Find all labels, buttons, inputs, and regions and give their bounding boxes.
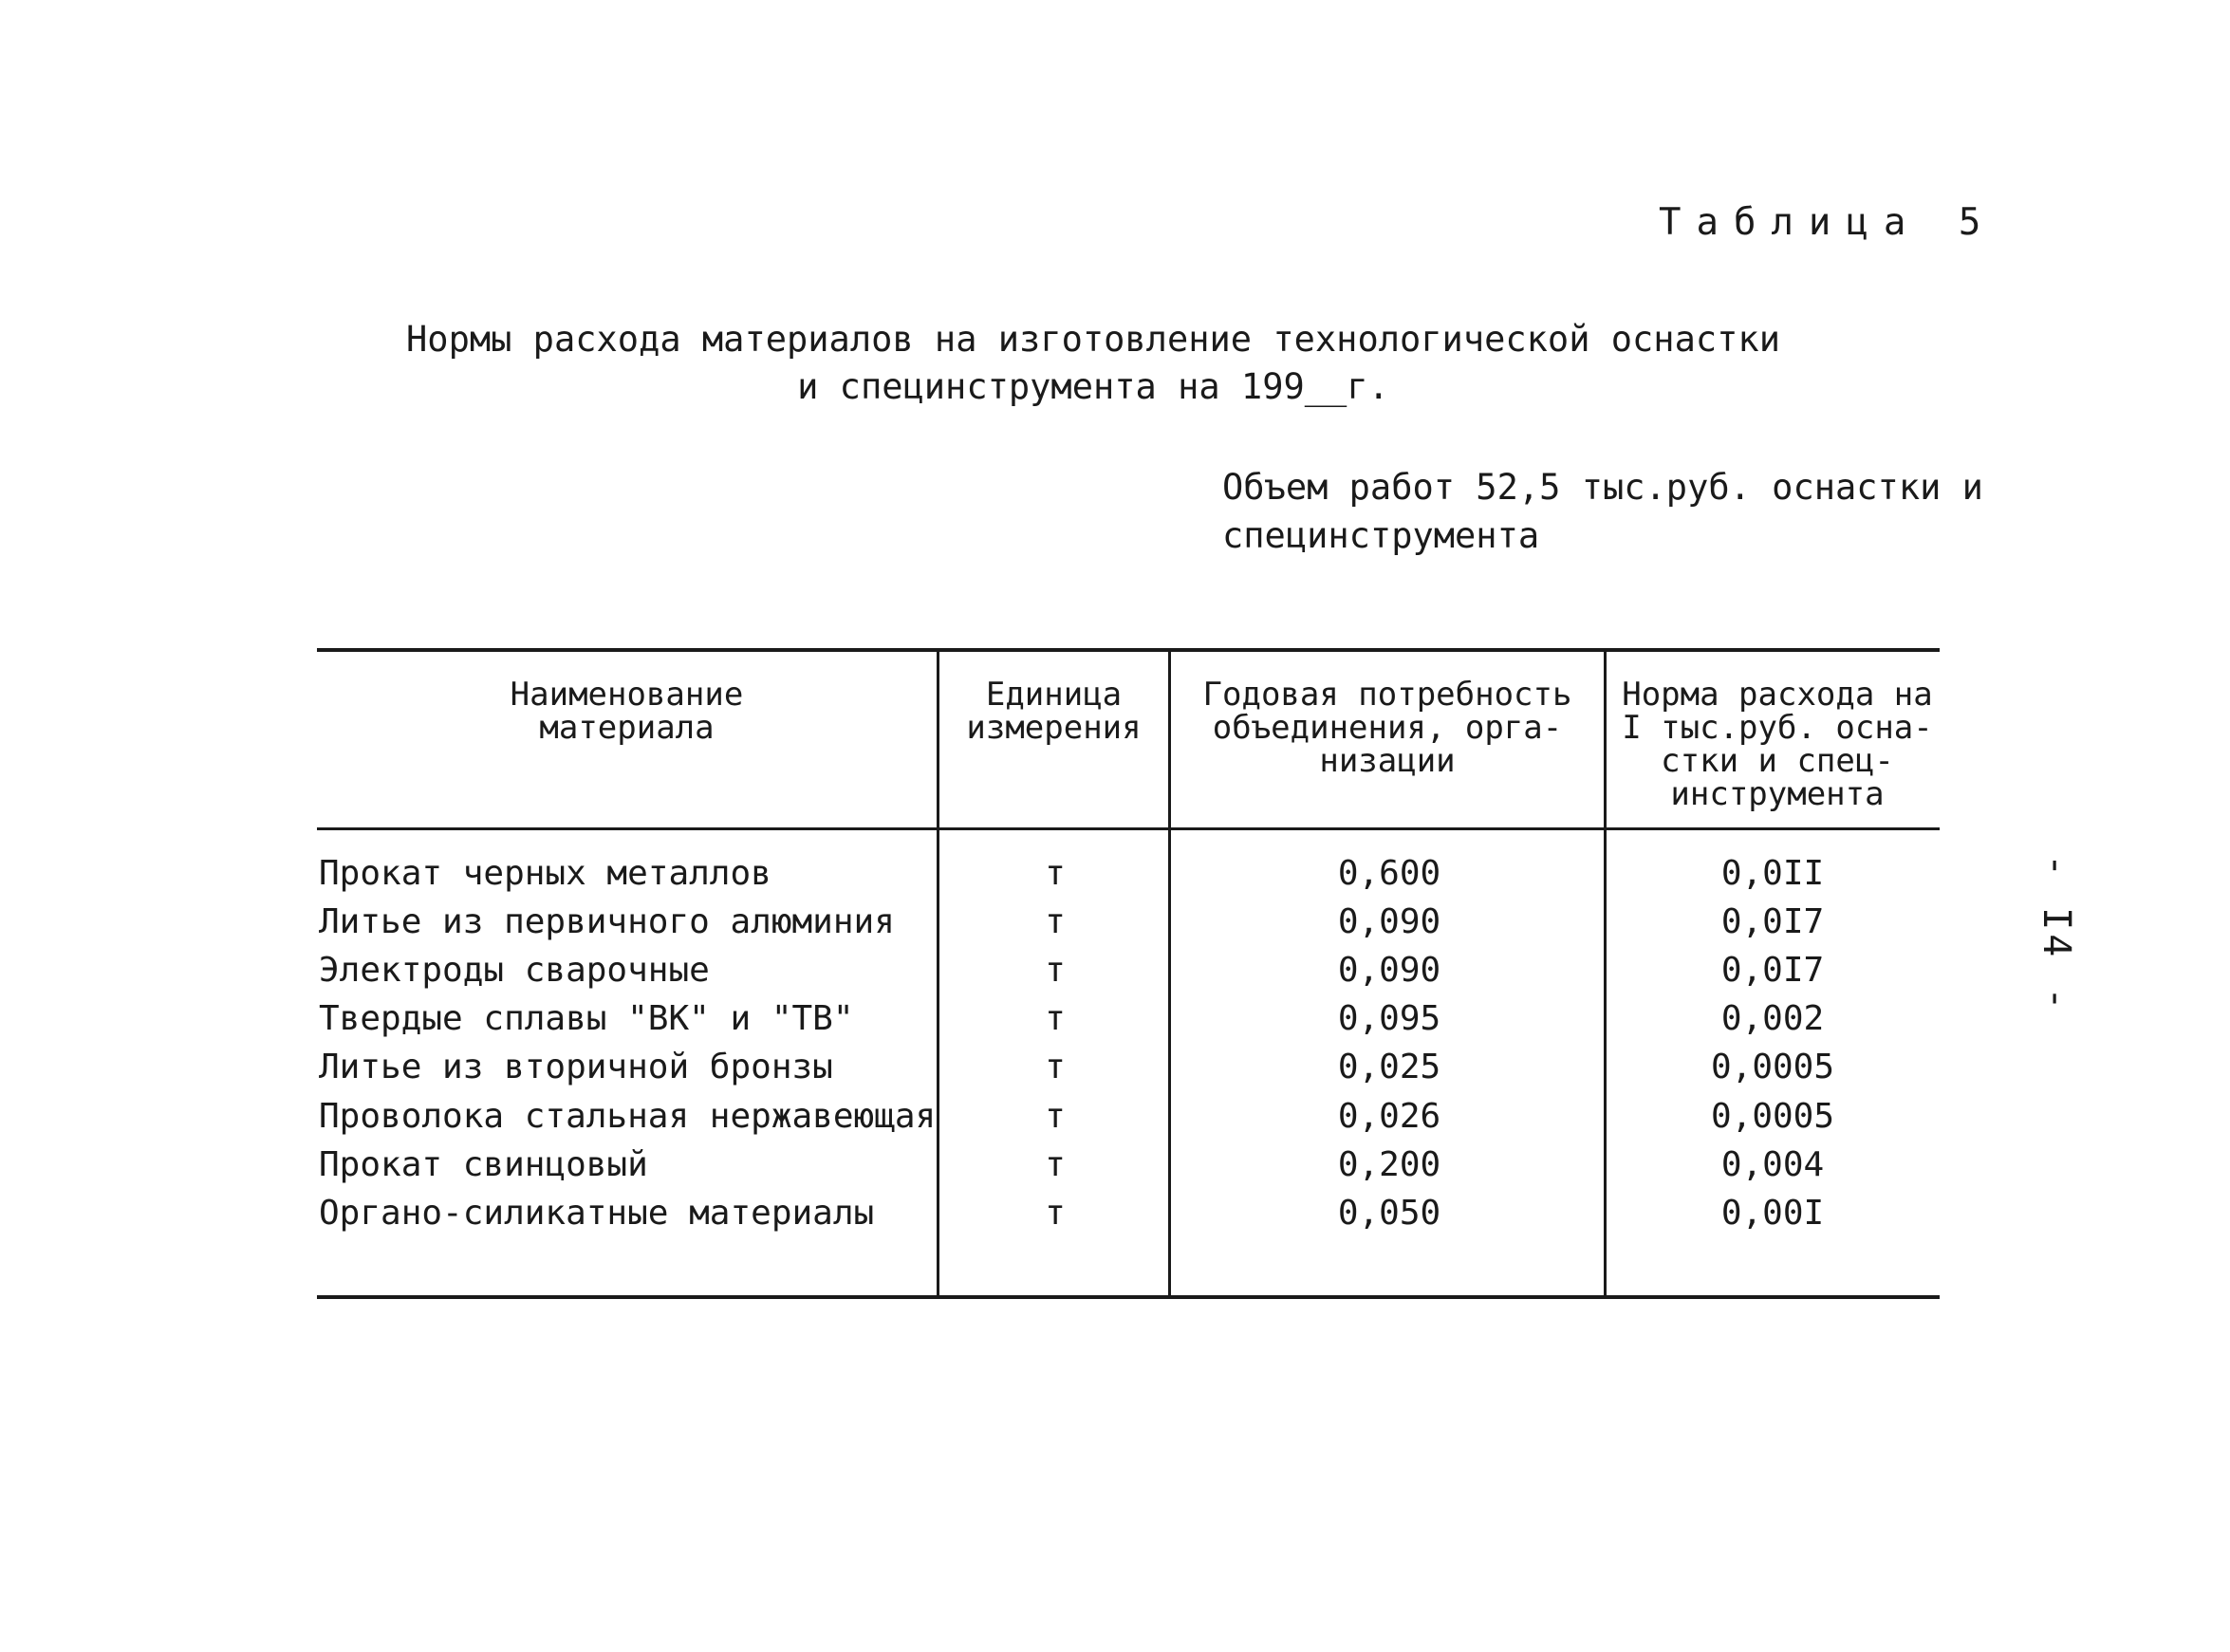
table-title-line-1: Нормы расхода материалов на изготовление технологической оснастки <box>406 319 1780 360</box>
unit-value: т <box>1045 1048 1066 1086</box>
header-material-name: Наименование материала <box>510 676 744 747</box>
page-number: - I4 - <box>2035 854 2078 1014</box>
unit-value: т <box>1045 1194 1066 1233</box>
material-name: Твердые сплавы "ВК" и "ТВ" <box>319 999 854 1038</box>
work-volume-line-1: Объем работ 52,5 тыс.руб. оснастки и <box>1222 467 1983 508</box>
annual-demand-value: 0,050 <box>1337 1194 1441 1233</box>
norm-value: 0,0005 <box>1710 1048 1835 1086</box>
header-annual-demand: Годовая потребность объединения, орга- низации <box>1202 676 1572 780</box>
unit-value: т <box>1045 854 1066 893</box>
annual-demand-value: 0,026 <box>1337 1097 1441 1136</box>
material-name: Прокат черных металлов <box>319 854 771 893</box>
unit-value: т <box>1045 902 1066 941</box>
unit-value: т <box>1045 1145 1066 1184</box>
norm-value: 0,00I <box>1720 1194 1825 1233</box>
table-bottom-rule <box>317 1295 1940 1299</box>
header-consumption-norm: Норма расхода на I тыс.руб. осна- стки и спец- инструмента <box>1622 676 1933 813</box>
table-label: Таблица 5 <box>1659 201 1997 244</box>
annual-demand-value: 0,600 <box>1337 854 1441 893</box>
norm-value: 0,0005 <box>1710 1097 1835 1136</box>
annual-demand-value: 0,090 <box>1337 951 1441 990</box>
material-name: Литье из вторичной бронзы <box>319 1048 833 1086</box>
norm-value: 0,0II <box>1720 854 1825 893</box>
norm-value: 0,002 <box>1720 999 1825 1038</box>
work-volume-line-2: специнструмента <box>1222 515 1540 556</box>
annual-demand-value: 0,090 <box>1337 902 1441 941</box>
norm-value: 0,004 <box>1720 1145 1825 1184</box>
table-header-rule <box>317 827 1940 830</box>
material-name: Проволока стальная нержавеющая <box>319 1097 937 1136</box>
annual-demand-value: 0,095 <box>1337 999 1441 1038</box>
norm-value: 0,0I7 <box>1720 902 1825 941</box>
work-volume-note <box>1222 463 2000 560</box>
header-unit: Единица измерения <box>966 676 1142 747</box>
unit-value: т <box>1045 1097 1066 1136</box>
unit-value: т <box>1045 999 1066 1038</box>
unit-value: т <box>1045 951 1066 990</box>
material-name: Электроды сварочные <box>319 951 710 990</box>
material-name: Литье из первичного алюминия <box>319 902 895 941</box>
table-title-line-2: и специнструмента на 199__г. <box>797 366 1389 407</box>
annual-demand-value: 0,025 <box>1337 1048 1441 1086</box>
table-top-rule <box>317 648 1940 652</box>
material-name: Прокат свинцовый <box>319 1145 648 1184</box>
annual-demand-value: 0,200 <box>1337 1145 1441 1184</box>
norm-value: 0,0I7 <box>1720 951 1825 990</box>
material-name: Органо-силикатные материалы <box>319 1194 875 1233</box>
